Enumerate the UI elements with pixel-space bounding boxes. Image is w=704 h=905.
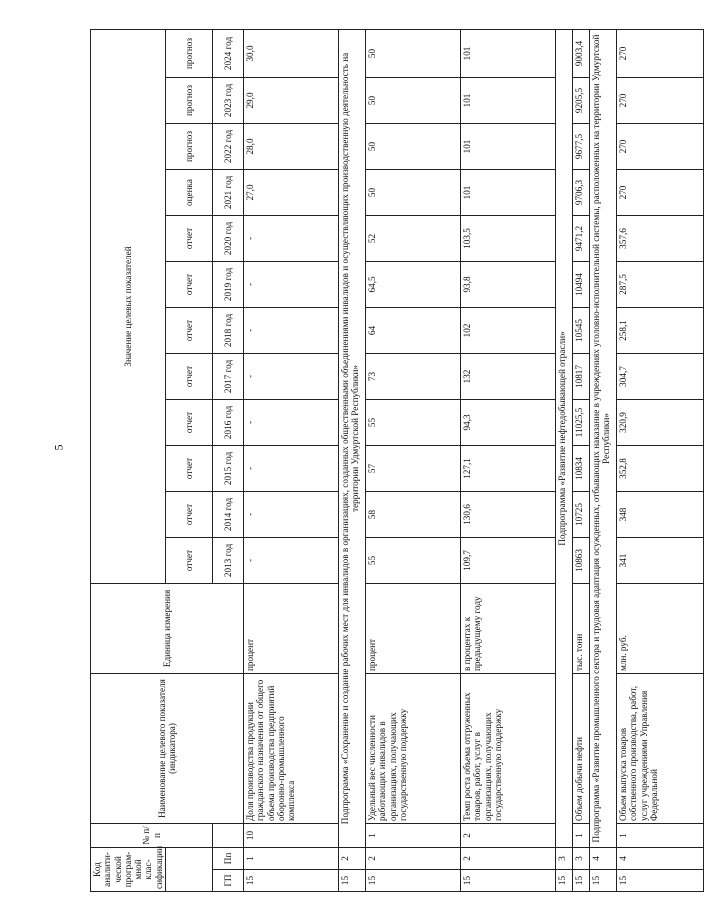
gp-cell: 15 [556,870,573,892]
value-cell: 9677,5 [573,123,590,169]
value-cell: 27,0 [244,169,339,215]
kind-header: прогноз [166,123,213,169]
unit-cell: тыс. тонн [573,583,590,673]
value-cell: 50 [366,77,461,123]
value-cell: - [244,307,339,353]
year-header: 2021 год [213,169,244,215]
gp-header: ГП [213,870,244,892]
subprogram-row [556,29,573,891]
indicator-name-cell: Объем выпуска товаров собственного производства, работ, услуг учреждениями Управления Федеральной [617,673,704,823]
value-cell: 304,7 [617,353,704,399]
rotated-table-container [90,30,659,892]
pp-header: Пп [213,847,244,869]
value-cell: - [244,353,339,399]
value-cell: 93,8 [461,261,556,307]
year-header: 2020 год [213,215,244,261]
value-cell: 101 [461,77,556,123]
unit-cell: в процентах к предыдущему году [461,583,556,673]
num-cell: 2 [461,823,556,847]
value-cell: 50 [366,29,461,77]
year-header: 2013 год [213,537,244,583]
year-header: 2016 год [213,399,244,445]
unit-cell: процент [366,583,461,673]
pp-cell: 2 [339,847,366,869]
num-cell: 1 [573,823,590,847]
value-cell: 28,0 [244,123,339,169]
value-cell: 10725 [573,491,590,537]
value-cell: - [244,399,339,445]
value-cell: 55 [366,399,461,445]
pp-cell: 4 [617,847,704,869]
subprogram-row [590,29,617,891]
code-header-spacer [166,847,213,891]
value-cell: 64,5 [366,261,461,307]
pp-cell: 2 [366,847,461,869]
value-cell: 9706,3 [573,169,590,215]
pp-cell: 1 [244,847,339,869]
pp-cell: 2 [461,847,556,869]
value-cell: - [244,491,339,537]
value-cell: 10545 [573,307,590,353]
value-cell: 10817 [573,353,590,399]
year-header: 2017 год [213,353,244,399]
num-cell: 1 [617,823,704,847]
num-cell: 10 [244,823,339,847]
value-cell: 341 [617,537,704,583]
kind-header: прогноз [166,77,213,123]
value-cell: 57 [366,445,461,491]
unit-cell: млн. руб. [617,583,704,673]
value-cell: 29,0 [244,77,339,123]
kind-header: отчет [166,215,213,261]
value-cell: 101 [461,169,556,215]
value-cell: 352,8 [617,445,704,491]
gp-cell: 15 [366,870,461,892]
code-header: Код аналити-ческой програм-мной клас-сификации [91,847,166,891]
kind-header: отчет [166,261,213,307]
kind-header: отчет [166,353,213,399]
page-number: 5 [51,444,66,451]
values-header: Значение целевых показателей [91,29,166,583]
value-cell: - [244,445,339,491]
year-header: 2023 год [213,77,244,123]
value-cell: 30,0 [244,29,339,77]
table-row [617,29,704,891]
value-cell: 320,9 [617,399,704,445]
indicator-name-cell: Доля производства продукции гражданского назначения от общего объема производства предприятий оборонно-промышленного комплекса [244,673,339,823]
value-cell: 130,6 [461,491,556,537]
value-cell: 132 [461,353,556,399]
value-cell: 10863 [573,537,590,583]
indicator-name-cell: Объем добычи нефти [573,673,590,823]
kind-header: прогноз [166,29,213,77]
target-indicators-table [90,29,704,892]
table-row [573,29,590,891]
kind-header: оценка [166,169,213,215]
num-header: № п/п [91,823,213,847]
value-cell: 52 [366,215,461,261]
pp-cell: 3 [573,847,590,869]
unit-cell: процент [244,583,339,673]
value-cell: 101 [461,29,556,77]
gp-cell: 15 [244,870,339,892]
value-cell: 50 [366,169,461,215]
value-cell: 270 [617,169,704,215]
table-row [244,29,339,891]
pp-cell: 3 [556,847,573,869]
value-cell: 9205,5 [573,77,590,123]
year-header: 2024 год [213,29,244,77]
value-cell: 64 [366,307,461,353]
subprogram-title: Подпрограмма «Сохранение и создание рабочих мест для инвалидов в организациях, созданных общественными объединениями инвалидов и осуществляющих производственную деятельность на территории Удмуртской Республики» [339,29,366,847]
gp-cell: 15 [590,870,617,892]
value-cell: 102 [461,307,556,353]
subprogram-title: Подпрограмма «Развитие промышленного сектора и трудовая адаптация осужденных, отбывающих наказание в учреждениях уголовно-исполнительной системы, расположенных на территории Удмуртской Республики» [590,29,617,847]
indicator-name-header: Наименование целевого показателя (индикатора) [91,673,244,823]
value-cell: 103,5 [461,215,556,261]
year-header: 2015 год [213,445,244,491]
table-row [366,29,461,891]
value-cell: 94,3 [461,399,556,445]
num-header-spacer [213,823,244,847]
value-cell: 270 [617,29,704,77]
indicator-name-cell: Темп роста объема отгруженных товаров, работ, услуг в организациях, получающих государственную поддержку [461,673,556,823]
indicator-name-cell: Удельный вес численности работающих инвалидов в организациях, получающих государственную поддержку [366,673,461,823]
value-cell: 11025,5 [573,399,590,445]
year-header: 2014 год [213,491,244,537]
gp-cell: 15 [573,870,590,892]
num-cell: 1 [366,823,461,847]
value-cell: 73 [366,353,461,399]
value-cell: 50 [366,123,461,169]
value-cell: 127,1 [461,445,556,491]
value-cell: 270 [617,123,704,169]
value-cell: 9471,2 [573,215,590,261]
kind-header: отчет [166,399,213,445]
value-cell: - [244,261,339,307]
year-header: 2019 год [213,261,244,307]
kind-header: отчет [166,445,213,491]
value-cell: 287,5 [617,261,704,307]
year-header: 2018 год [213,307,244,353]
value-cell: 270 [617,77,704,123]
table-sheet [90,30,659,892]
value-cell: - [244,537,339,583]
unit-header: Единица измерения [91,583,244,673]
gp-cell: 15 [461,870,556,892]
subprogram-title: Подпрограмма «Развитие нефтедобывающей отрасли» [556,29,573,847]
value-cell: - [244,215,339,261]
table-row [461,29,556,891]
value-cell: 55 [366,537,461,583]
value-cell: 357,6 [617,215,704,261]
value-cell: 10834 [573,445,590,491]
year-header: 2022 год [213,123,244,169]
subprogram-row [339,29,366,891]
kind-header: отчет [166,307,213,353]
pp-cell: 4 [590,847,617,869]
value-cell: 9003,4 [573,29,590,77]
kind-header: отчет [166,537,213,583]
value-cell: 258,1 [617,307,704,353]
value-cell: 348 [617,491,704,537]
value-cell: 10494 [573,261,590,307]
gp-cell: 15 [617,870,704,892]
value-cell: 58 [366,491,461,537]
kind-header: отчет [166,491,213,537]
gp-cell: 15 [339,870,366,892]
value-cell: 101 [461,123,556,169]
value-cell: 109,7 [461,537,556,583]
